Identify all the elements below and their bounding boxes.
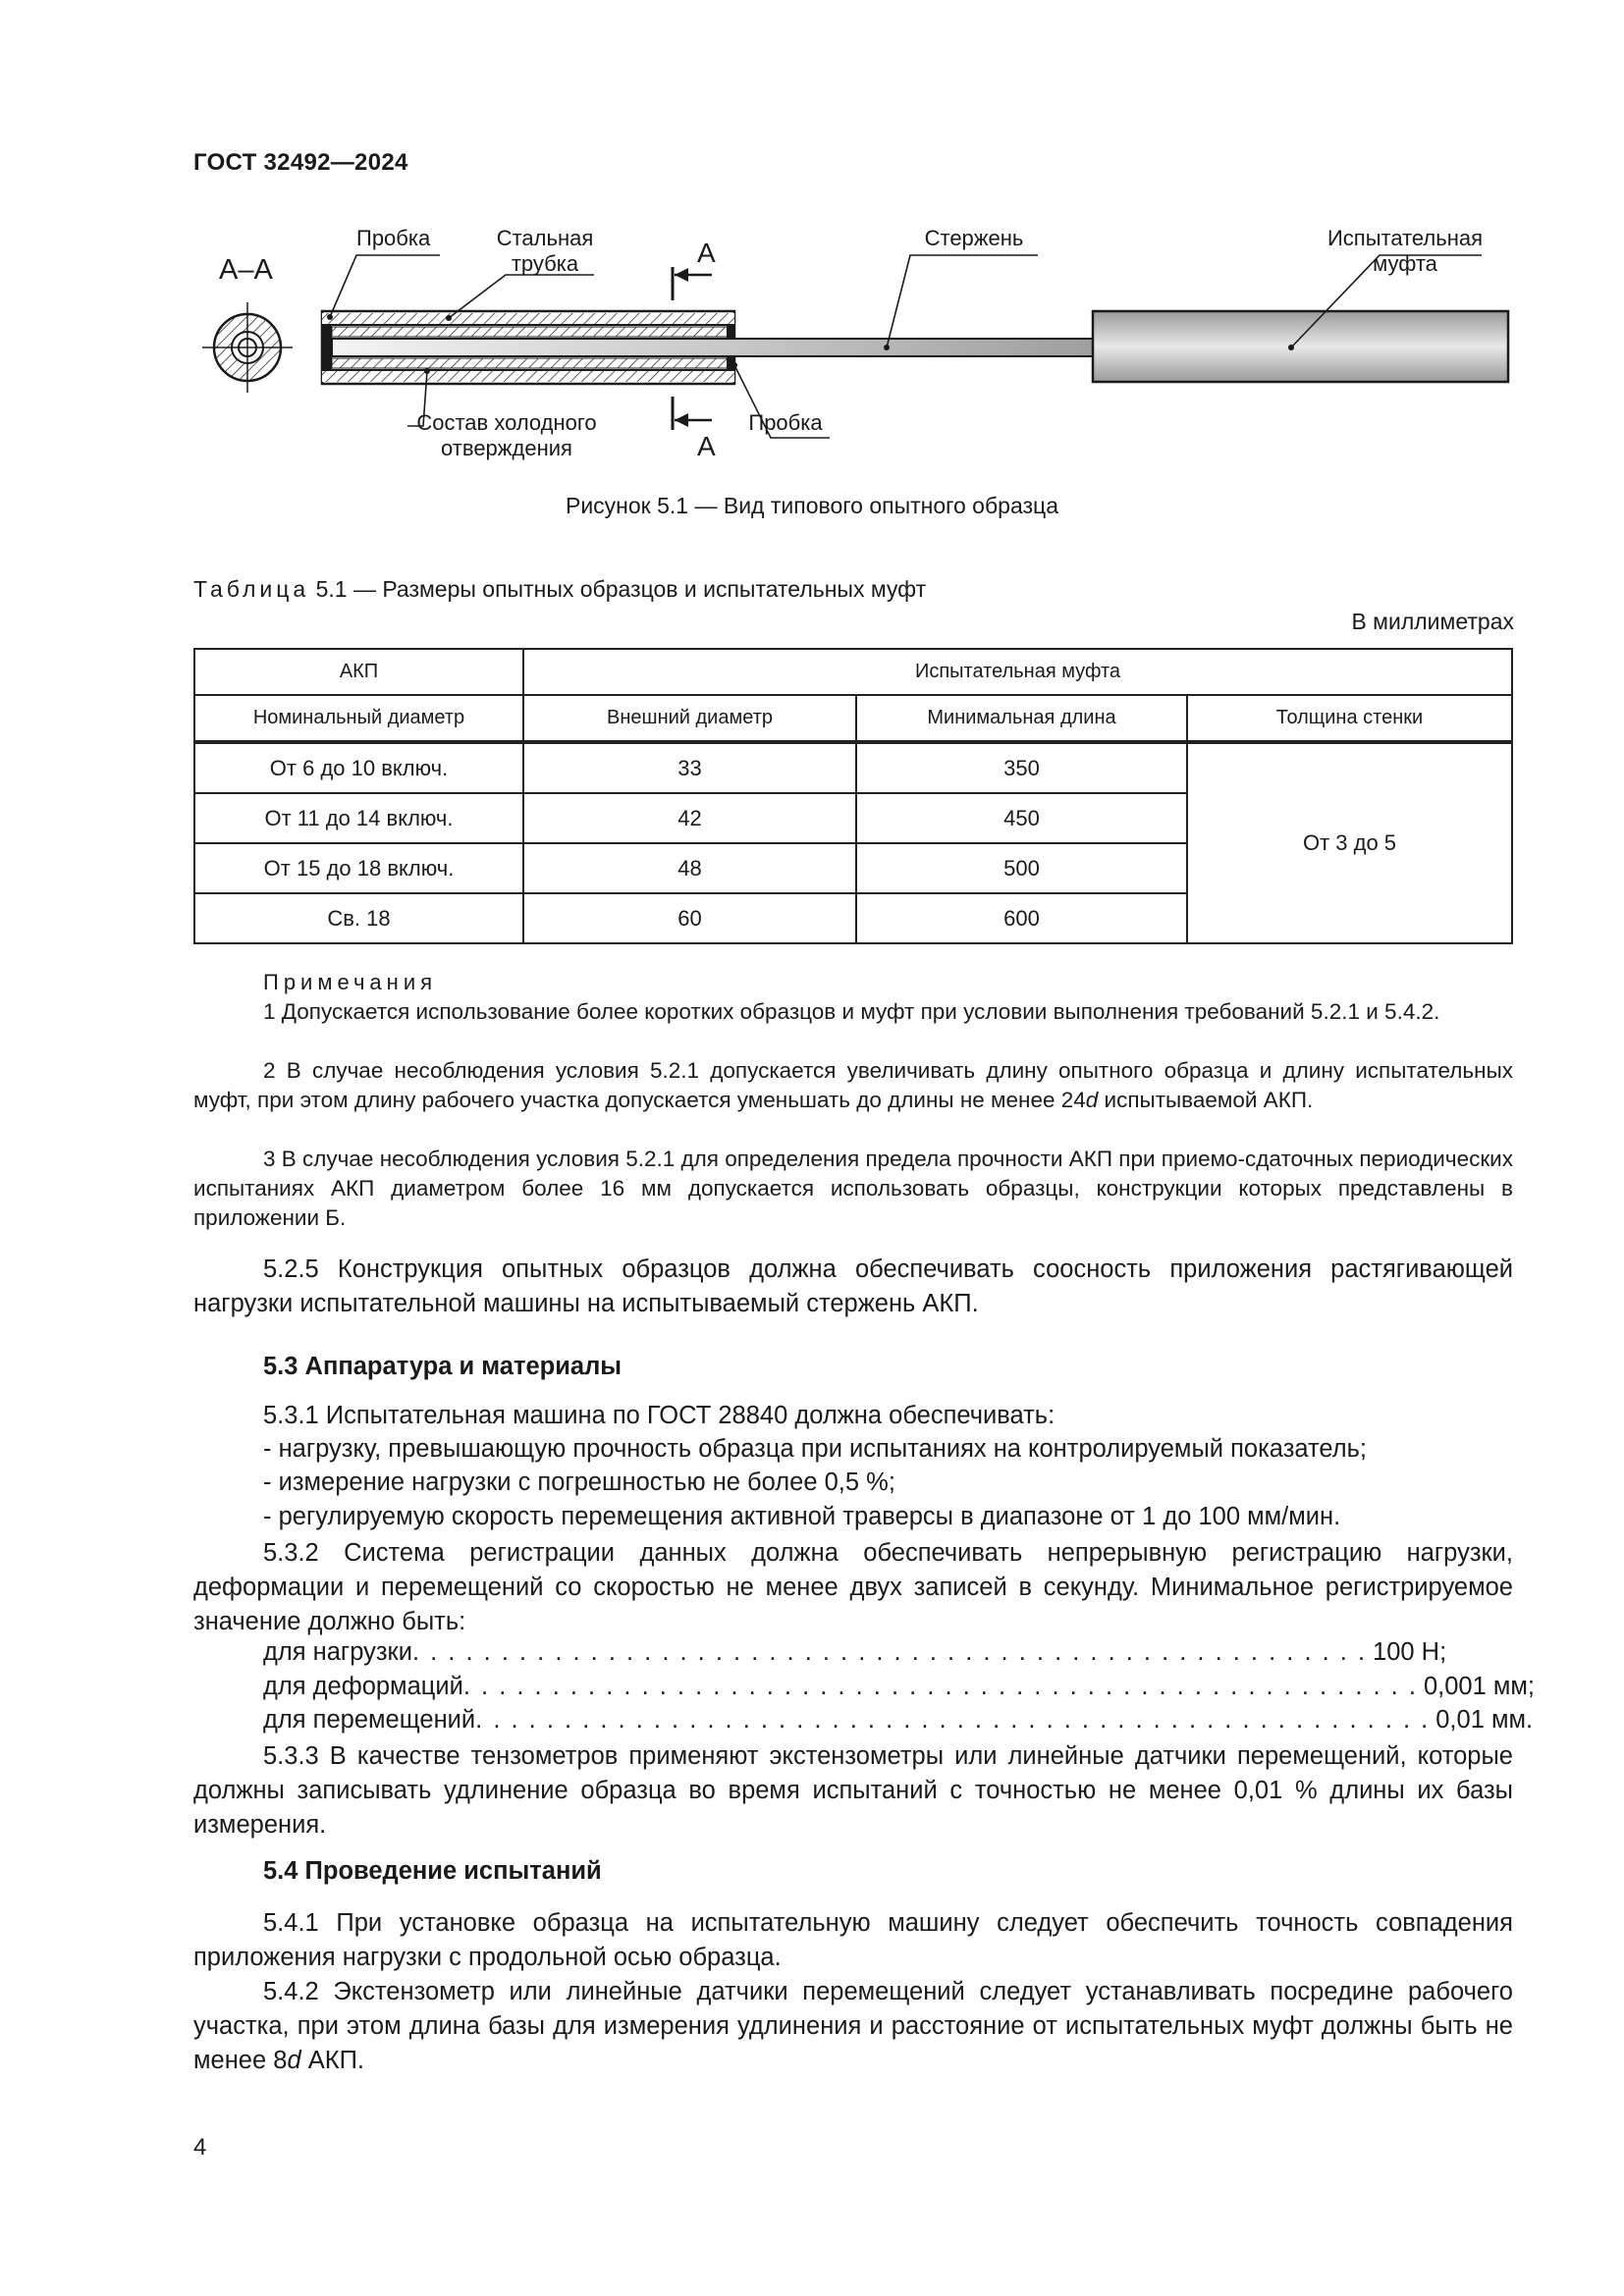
para-5-4-2-variable: d — [287, 2047, 301, 2074]
para-5-3-2: 5.3.2 Система регистрации данных должна обеспечивать непрерывную регистрацию нагрузки, деформации и перемещений со скоростью не менее двух записей в секунду. Минимальное регистрируемое значение должно быть: — [193, 1539, 1513, 1635]
note-1: 1 Допускается использование более коротких образцов и муфт при условии выполнения требований 5.2.1 и 5.4.2. — [263, 999, 1440, 1024]
header-outer-diameter: Внешний диаметр — [523, 695, 856, 742]
test-coupling — [1093, 311, 1508, 382]
label-steel-tube-1: Стальная — [496, 226, 594, 250]
notes-heading: Примечания — [263, 970, 438, 994]
label-compound-2: отверждения — [441, 436, 572, 460]
table-caption — [193, 576, 926, 603]
table-caption-text: 5.1 — Размеры опытных образцов и испытательных муфт — [315, 576, 927, 602]
para-5-3-1: 5.3.1 Испытательная машина по ГОСТ 28840 должна обеспечивать: — [263, 1402, 1056, 1429]
label-plug-right: Пробка — [748, 410, 823, 435]
table-units: В миллиметрах — [1351, 609, 1514, 634]
note-2-text-a: 2 В случае несоблюдения условия 5.2.1 допускается увеличивать длину опытного образца и длину испытательных муфт, при этом длину рабочего участка допускается уменьшать до длины не менее 24 — [193, 1058, 1513, 1112]
note-2-text-b: испытываемой АКП. — [1098, 1088, 1314, 1112]
label-steel-tube-2: трубка — [511, 251, 579, 276]
para-5-2-5: 5.2.5 Конструкция опытных образцов должна обеспечивать соосность приложения растягивающей нагрузки испытательной машины на испытываемый стержень АКП. — [193, 1255, 1513, 1317]
cut-marker-top — [673, 267, 712, 300]
table-row — [194, 742, 1512, 793]
cell-min-length: 450 — [856, 793, 1187, 843]
table-caption-prefix: Таблица — [193, 576, 310, 602]
note-2-variable: d — [1085, 1088, 1099, 1112]
label-rod: Стержень — [924, 226, 1024, 250]
cell-wall-thickness: От 3 до 5 — [1187, 742, 1512, 943]
specimen-figure — [191, 216, 1527, 471]
header-coupling: Испытательная муфта — [523, 649, 1512, 695]
leader-dots: . . . . . . . . . . . . . . . . . . . . . . . . . . . . . . . . . . . . . . . . . . . . . . . . . . . . . . — [411, 1638, 1368, 1666]
cell-min-length: 500 — [856, 843, 1187, 893]
cell-outer: 33 — [523, 742, 856, 793]
cell-diameter: От 11 до 14 включ. — [194, 793, 523, 843]
note-2 — [193, 1056, 1513, 1115]
page-number: 4 — [193, 2134, 207, 2161]
leader-displacement-value: 0,01 мм. — [1435, 1706, 1534, 1734]
leader-dots: . . . . . . . . . . . . . . . . . . . . . . . . . . . . . . . . . . . . . . . . . . . . . . . . . . . . . . — [475, 1706, 1431, 1734]
bullet-1: - нагрузку, превышающую прочность образца при испытаниях на контролируемый показатель; — [263, 1435, 1367, 1463]
header-wall-thickness: Толщина стенки — [1187, 695, 1512, 742]
figure-caption: Рисунок 5.1 — Вид типового опытного образца — [565, 493, 1058, 518]
leader-deformation-label: для деформаций — [263, 1673, 463, 1700]
para-5-4-2-text-b: АКП. — [300, 2047, 364, 2074]
label-coupling-2: муфта — [1373, 251, 1437, 276]
cell-min-length: 350 — [856, 742, 1187, 793]
header-akp: АКП — [194, 649, 523, 695]
cell-outer: 48 — [523, 843, 856, 893]
leader-load-label: для нагрузки — [263, 1638, 412, 1666]
leader-load — [263, 1638, 1447, 1667]
cell-diameter: От 6 до 10 включ. — [194, 742, 523, 793]
cross-section — [202, 302, 293, 393]
bullet-2: - измерение нагрузки с погрешностью не более 0,5 %; — [263, 1468, 895, 1496]
dimensions-table — [193, 648, 1513, 944]
section-5-3-heading: 5.3 Аппаратура и материалы — [263, 1353, 623, 1380]
note-3: 3 В случае несоблюдения условия 5.2.1 для определения предела прочности АКП при приемо-сдаточных периодических испытаниях АКП диаметром более 16 мм допускается использовать образцы, конструкции которых представлены в приложении Б. — [193, 1147, 1513, 1230]
leader-load-value: 100 Н; — [1373, 1638, 1447, 1666]
label-plug-left: Пробка — [356, 226, 431, 250]
cell-outer: 60 — [523, 893, 856, 943]
cell-diameter: От 15 до 18 включ. — [194, 843, 523, 893]
cut-label-bottom: А — [697, 431, 716, 461]
header-nominal-diameter: Номинальный диаметр — [194, 695, 523, 742]
leader-deformation-value: 0,001 мм; — [1423, 1673, 1535, 1700]
leader-displacement — [263, 1706, 1534, 1735]
table-column-header-row — [194, 695, 1512, 742]
cell-min-length: 600 — [856, 893, 1187, 943]
para-5-4-2 — [193, 1975, 1513, 2078]
para-5-3-3: 5.3.3 В качестве тензометров применяют экстензометры или линейные датчики перемещений, которые должны записывать удлинение образца во время испытаний с точностью не менее 0,01 % длины их базы измерения. — [193, 1742, 1513, 1839]
section-label: А–А — [219, 254, 273, 286]
para-5-4-1: 5.4.1 При установке образца на испытательную машину следует обеспечить точность совпадения приложения нагрузки с продольной осью образца. — [193, 1909, 1513, 1971]
leader-displacement-label: для перемещений — [263, 1706, 476, 1734]
header-min-length: Минимальная длина — [856, 695, 1187, 742]
cell-outer: 42 — [523, 793, 856, 843]
cut-marker-bottom — [673, 397, 712, 430]
document-header: ГОСТ 32492—2024 — [193, 149, 408, 176]
leader-deformation — [263, 1673, 1535, 1701]
bullet-3: - регулируемую скорость перемещения активной траверсы в диапазоне от 1 до 100 мм/мин. — [263, 1503, 1341, 1530]
para-5-4-2-text-a: 5.4.2 Экстензометр или линейные датчики перемещений следует устанавливать посредине рабочего участка, при этом длина базы для измерения удлинения и расстояние от испытательных муфт должны быть не менее 8 — [193, 1978, 1513, 2074]
leader-dots: . . . . . . . . . . . . . . . . . . . . . . . . . . . . . . . . . . . . . . . . . . . . . . . . . . . . . . — [462, 1673, 1418, 1700]
section-5-4-heading: 5.4 Проведение испытаний — [263, 1857, 602, 1885]
table-group-header-row — [194, 649, 1512, 695]
cell-diameter: Св. 18 — [194, 893, 523, 943]
label-coupling-1: Испытательная — [1326, 226, 1484, 250]
cut-label-top: А — [697, 238, 716, 268]
label-compound-1: Состав холодного — [416, 410, 597, 435]
